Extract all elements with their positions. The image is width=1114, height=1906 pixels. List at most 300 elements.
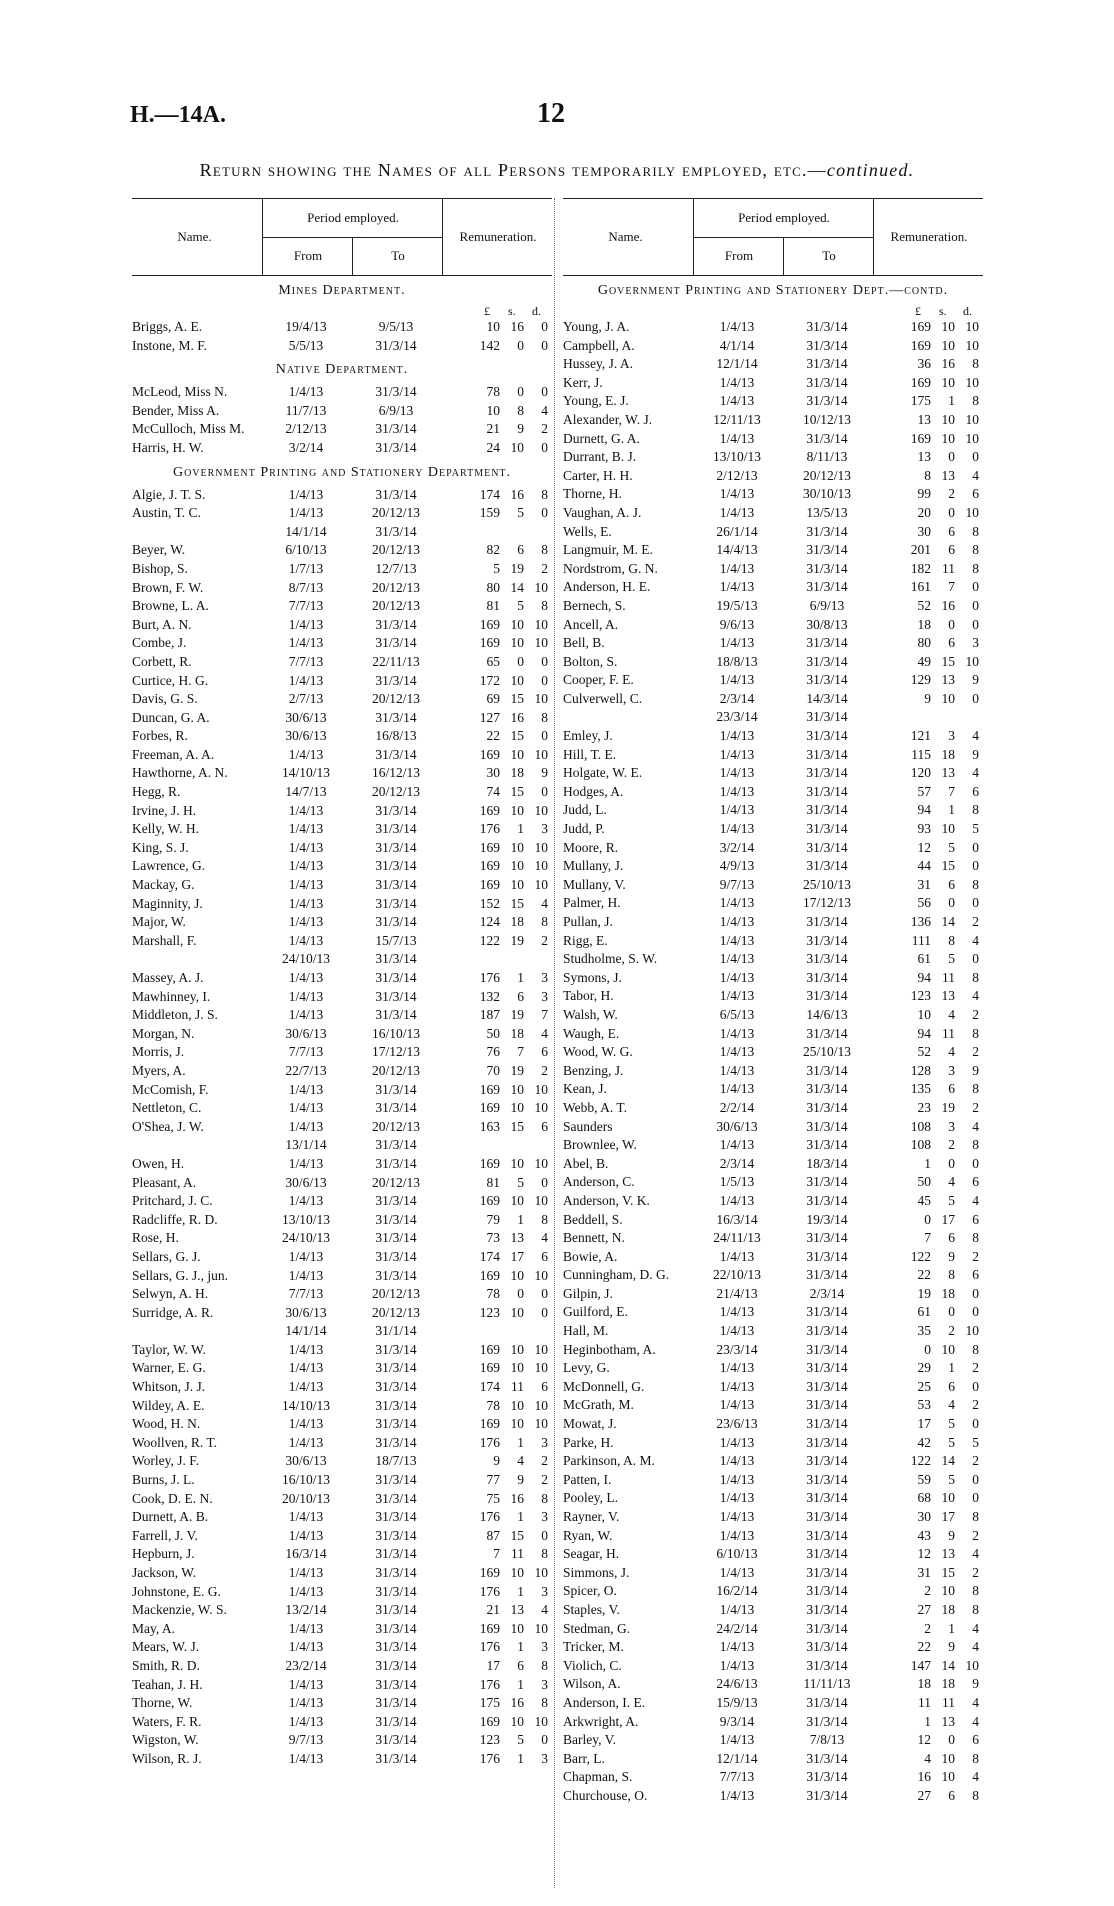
remuneration-pence: 8 — [972, 876, 979, 892]
employee-name: Wilson, R. J. — [132, 1750, 202, 1766]
period-to: 31/3/14 — [375, 1602, 417, 1618]
table-row — [132, 672, 552, 691]
remuneration-pounds: 31 — [917, 876, 931, 892]
table-row — [563, 355, 983, 374]
remuneration-pounds: 152 — [479, 895, 500, 911]
remuneration — [873, 1768, 983, 1787]
remuneration-pence: 10 — [534, 1341, 548, 1357]
table-row — [132, 420, 552, 439]
period-from: 1/4/13 — [288, 1639, 324, 1655]
period-to: 18/7/13 — [375, 1453, 417, 1469]
period-from: 1/4/13 — [288, 802, 324, 818]
left-column-header — [132, 198, 552, 276]
remuneration-pounds: 2 — [924, 1620, 931, 1636]
remuneration-pence: 6 — [972, 1211, 979, 1227]
table-row — [563, 578, 983, 597]
table-row — [132, 597, 552, 616]
table-row — [563, 1396, 983, 1415]
remuneration-pence: 9 — [972, 1676, 979, 1692]
employee-name: Gilpin, J. — [563, 1285, 613, 1301]
period-to: 31/3/14 — [375, 1193, 417, 1209]
period-from: 1/4/13 — [719, 1527, 755, 1543]
employee-name: Bernech, S. — [563, 597, 626, 613]
period-to: 31/3/14 — [806, 337, 848, 353]
remuneration-shillings: 10 — [941, 430, 955, 446]
period-to: 31/3/14 — [375, 951, 417, 967]
remuneration — [873, 1025, 983, 1044]
table-row — [132, 504, 552, 523]
remuneration-shillings: 15 — [510, 895, 524, 911]
remuneration-shillings: 10 — [510, 635, 524, 651]
period-to: 31/3/14 — [806, 1787, 848, 1803]
remuneration — [873, 1582, 983, 1601]
period-to: 18/3/14 — [806, 1155, 848, 1171]
remuneration-pounds: 135 — [910, 1081, 931, 1097]
remuneration — [873, 1303, 983, 1322]
remuneration-pounds: 169 — [479, 1360, 500, 1376]
table-row — [132, 1248, 552, 1267]
remuneration-pounds: 159 — [479, 505, 500, 521]
remuneration — [873, 1099, 983, 1118]
remuneration-pounds: 176 — [479, 1434, 500, 1450]
remuneration — [442, 541, 552, 560]
employee-name: Wells, E. — [563, 523, 612, 539]
period-to: 31/3/14 — [375, 1341, 417, 1357]
period-from: 6/10/13 — [285, 542, 327, 558]
employee-name: Abel, B. — [563, 1155, 609, 1171]
employee-name: Brown, F. W. — [132, 579, 204, 595]
remuneration-pence: 8 — [541, 709, 548, 725]
remuneration-pence: 0 — [972, 616, 979, 632]
remuneration-pounds: 77 — [486, 1472, 500, 1488]
employee-name: Cook, D. E. N. — [132, 1490, 213, 1506]
remuneration-pounds: 169 — [479, 858, 500, 874]
remuneration-pence: 9 — [972, 1062, 979, 1078]
table-row — [132, 1174, 552, 1193]
period-from: 26/1/14 — [716, 523, 758, 539]
remuneration-shillings: 1 — [517, 1583, 524, 1599]
period-to: 13/5/13 — [806, 504, 848, 520]
period-from: 1/4/13 — [719, 1192, 755, 1208]
table-row — [563, 1229, 983, 1248]
table-row — [132, 439, 552, 458]
remuneration — [873, 1396, 983, 1415]
table-row — [132, 1025, 552, 1044]
remuneration-pence: 0 — [972, 1471, 979, 1487]
period-to: 31/3/14 — [375, 1713, 417, 1729]
period-from: 1/4/13 — [288, 1695, 324, 1711]
table-row — [563, 1620, 983, 1639]
period-to: 31/3/14 — [806, 728, 848, 744]
period-to: 31/3/14 — [375, 616, 417, 632]
table-row — [132, 1415, 552, 1434]
remuneration-shillings: 1 — [948, 1360, 955, 1376]
employee-name: Radcliffe, R. D. — [132, 1211, 218, 1227]
remuneration-shillings: 15 — [941, 1564, 955, 1580]
table-row — [563, 653, 983, 672]
remuneration-pounds: 12 — [917, 1732, 931, 1748]
remuneration-pounds: 52 — [917, 1044, 931, 1060]
table-row — [132, 616, 552, 635]
period-from: 1/4/13 — [288, 1416, 324, 1432]
table-row — [563, 1025, 983, 1044]
period-from: 21/4/13 — [716, 1285, 758, 1301]
employee-name: Beddell, S. — [563, 1211, 623, 1227]
remuneration-pounds: 169 — [910, 430, 931, 446]
remuneration-shillings: 10 — [510, 1193, 524, 1209]
employee-name: Parkinson, A. M. — [563, 1453, 655, 1469]
period-to: 20/12/13 — [371, 784, 420, 800]
table-row — [132, 1322, 552, 1341]
table-row — [563, 708, 983, 727]
period-to: 20/12/13 — [371, 1174, 420, 1190]
period-from: 1/4/13 — [719, 988, 755, 1004]
remuneration — [873, 1211, 983, 1230]
remuneration — [442, 1657, 552, 1676]
left-column-body — [132, 282, 552, 1769]
table-row — [132, 1192, 552, 1211]
period-to: 31/3/14 — [375, 486, 417, 502]
remuneration-shillings: 16 — [510, 709, 524, 725]
table-row — [132, 1099, 552, 1118]
employee-name: Browne, L. A. — [132, 598, 209, 614]
period-from: 1/4/13 — [288, 486, 324, 502]
remuneration-pence: 8 — [972, 969, 979, 985]
table-row — [132, 1620, 552, 1639]
remuneration-shillings: 10 — [510, 746, 524, 762]
remuneration-pence: 5 — [972, 821, 979, 837]
remuneration-pounds: 174 — [479, 1379, 500, 1395]
remuneration-pence: 10 — [534, 802, 548, 818]
remuneration — [442, 1229, 552, 1248]
remuneration-pence: 10 — [534, 1155, 548, 1171]
remuneration-shillings: 19 — [510, 1007, 524, 1023]
employee-name: Harris, H. W. — [132, 439, 204, 455]
left-column — [132, 198, 552, 1888]
period-from: 1/4/13 — [719, 1732, 755, 1748]
remuneration-pence: 2 — [972, 1248, 979, 1264]
table-row — [132, 1341, 552, 1360]
remuneration-pounds: 176 — [479, 970, 500, 985]
period-to: 20/12/13 — [371, 1286, 420, 1302]
period-to: 31/3/14 — [806, 1657, 848, 1673]
remuneration-pounds: 69 — [486, 691, 500, 707]
period-from: 7/7/13 — [288, 598, 324, 614]
period-from: 1/4/13 — [719, 783, 755, 799]
period-from: 23/6/13 — [716, 1416, 758, 1432]
period-from: 12/1/14 — [716, 1750, 758, 1766]
remuneration-pence: 6 — [541, 1044, 548, 1060]
period-to: 31/3/14 — [375, 439, 417, 455]
remuneration-pounds: 76 — [486, 1044, 500, 1060]
remuneration — [442, 709, 552, 728]
remuneration-pence: 2 — [972, 1527, 979, 1543]
period-from: 14/4/13 — [716, 542, 758, 558]
period-to: 31/3/14 — [375, 1546, 417, 1562]
remuneration-pence: 10 — [534, 877, 548, 893]
table-row — [563, 1750, 983, 1769]
period-from: 12/11/13 — [713, 411, 761, 427]
remuneration-shillings: 9 — [948, 1639, 955, 1655]
table-row — [132, 1081, 552, 1100]
remuneration-pence: 0 — [541, 319, 548, 334]
period-to: 16/12/13 — [371, 765, 420, 781]
remuneration — [873, 746, 983, 765]
remuneration — [873, 374, 983, 393]
remuneration-pence: 3 — [541, 1509, 548, 1525]
employee-name: Major, W. — [132, 914, 186, 930]
period-to: 20/12/13 — [371, 1304, 420, 1320]
remuneration-pence: 3 — [541, 1676, 548, 1692]
employee-name: Bowie, A. — [563, 1248, 618, 1264]
period-from: 3/2/14 — [288, 439, 324, 455]
period-from: 1/4/13 — [288, 1267, 324, 1283]
period-to: 31/3/14 — [806, 1490, 848, 1506]
period-to: 31/3/14 — [806, 356, 848, 372]
period-to: 31/3/14 — [375, 1583, 417, 1599]
period-to: 31/3/14 — [806, 951, 848, 967]
remuneration — [873, 1155, 983, 1174]
remuneration — [873, 1173, 983, 1192]
remuneration-shillings: 10 — [510, 672, 524, 688]
remuneration — [873, 1359, 983, 1378]
remuneration — [442, 634, 552, 653]
remuneration-shillings: 6 — [948, 1081, 955, 1097]
period-from: 24/10/13 — [281, 951, 330, 967]
table-row — [132, 337, 552, 356]
table-row — [132, 1583, 552, 1602]
remuneration-pounds: 147 — [910, 1657, 931, 1673]
remuneration — [873, 839, 983, 858]
remuneration-shillings: 13 — [941, 1546, 955, 1562]
employee-name: Ancell, A. — [563, 616, 619, 632]
header-period: Period employed. — [693, 199, 874, 238]
remuneration-shillings: 10 — [941, 690, 955, 706]
table-row — [563, 1155, 983, 1174]
period-from: 18/8/13 — [716, 653, 758, 669]
period-to: 31/3/14 — [806, 1192, 848, 1208]
remuneration-pounds: 0 — [924, 1341, 931, 1357]
employee-name: Cooper, F. E. — [563, 672, 634, 688]
remuneration-shillings: 13 — [941, 765, 955, 781]
employee-name: Emley, J. — [563, 728, 613, 744]
remuneration — [873, 1620, 983, 1639]
period-to: 31/3/14 — [806, 1360, 848, 1376]
period-to: 31/3/14 — [375, 1657, 417, 1673]
period-from: 1/4/13 — [719, 1471, 755, 1487]
period-to: 31/3/14 — [806, 1099, 848, 1115]
period-to: 31/3/14 — [375, 1397, 417, 1413]
employee-name: King, S. J. — [132, 839, 189, 855]
remuneration — [873, 560, 983, 579]
period-to: 15/7/13 — [375, 932, 417, 948]
period-from: 1/4/13 — [719, 560, 755, 576]
remuneration-pence: 8 — [541, 1490, 548, 1506]
remuneration-pounds: 169 — [479, 1193, 500, 1209]
period-from: 1/4/13 — [288, 384, 324, 400]
period-to: 6/9/13 — [378, 402, 414, 418]
period-to: 31/3/14 — [806, 932, 848, 948]
remuneration-pence: 8 — [541, 1211, 548, 1227]
remuneration-pounds: 19 — [917, 1285, 931, 1301]
employee-name: Tabor, H. — [563, 988, 614, 1004]
period-to: 31/3/14 — [806, 765, 848, 781]
remuneration — [873, 578, 983, 597]
remuneration — [873, 1694, 983, 1713]
remuneration-pence: 3 — [541, 1434, 548, 1450]
remuneration — [442, 579, 552, 598]
employee-name: Saunders — [563, 1118, 613, 1134]
period-from: 2/12/13 — [285, 421, 327, 437]
employee-name: Wilson, A. — [563, 1676, 621, 1692]
table-row — [563, 1248, 983, 1267]
period-from: 1/4/13 — [288, 1509, 324, 1525]
remuneration — [442, 1118, 552, 1137]
remuneration-pence: 3 — [972, 635, 979, 651]
remuneration-shillings: 5 — [948, 1434, 955, 1450]
employee-name: Farrell, J. V. — [132, 1527, 198, 1543]
remuneration-shillings: 10 — [510, 839, 524, 855]
period-from: 1/5/13 — [719, 1174, 755, 1190]
remuneration-pence: 6 — [972, 783, 979, 799]
remuneration-pounds: 129 — [910, 672, 931, 688]
table-row — [132, 1564, 552, 1583]
remuneration-pounds: 9 — [924, 690, 931, 706]
period-from: 30/6/13 — [285, 709, 327, 725]
employee-name: Durnett, G. A. — [563, 430, 640, 446]
table-row — [132, 913, 552, 932]
remuneration — [873, 857, 983, 876]
remuneration-pence: 0 — [541, 1304, 548, 1320]
remuneration-pence: 6 — [972, 1267, 979, 1283]
table-row — [563, 1285, 983, 1304]
period-to: 31/3/14 — [375, 384, 417, 400]
table-row — [132, 950, 552, 969]
remuneration — [442, 383, 552, 402]
remuneration-pounds: 20 — [917, 504, 931, 520]
remuneration-pounds: 176 — [479, 1583, 500, 1599]
period-from: 1/4/13 — [288, 1007, 324, 1023]
remuneration — [442, 1043, 552, 1062]
table-row — [563, 430, 983, 449]
table-row — [132, 1378, 552, 1397]
table-row — [563, 1434, 983, 1453]
remuneration-pence: 8 — [541, 486, 548, 502]
remuneration-shillings: 9 — [948, 1527, 955, 1543]
remuneration — [442, 727, 552, 746]
period-to: 20/12/13 — [371, 1062, 420, 1078]
period-from: 22/7/13 — [285, 1062, 327, 1078]
remuneration-shillings: 10 — [941, 337, 955, 353]
remuneration-pence: 9 — [541, 765, 548, 781]
remuneration-pence: 2 — [541, 932, 548, 948]
employee-name: Rose, H. — [132, 1230, 179, 1246]
table-row — [563, 541, 983, 560]
period-to: 31/3/14 — [806, 1434, 848, 1450]
remuneration — [442, 1062, 552, 1081]
employee-name: Heginbotham, A. — [563, 1341, 656, 1357]
table-row — [563, 448, 983, 467]
period-from: 16/3/14 — [285, 1546, 327, 1562]
period-from: 1/4/13 — [719, 1564, 755, 1580]
remuneration-pence: 0 — [972, 597, 979, 613]
remuneration — [873, 523, 983, 542]
remuneration — [873, 318, 983, 337]
remuneration-pounds: 27 — [917, 1787, 931, 1803]
remuneration-shillings: 5 — [517, 598, 524, 614]
remuneration — [873, 430, 983, 449]
period-from: 16/10/13 — [281, 1472, 330, 1488]
remuneration-pounds: 31 — [917, 1564, 931, 1580]
employee-name: Bender, Miss A. — [132, 402, 220, 418]
remuneration-pounds: 175 — [479, 1695, 500, 1711]
employee-name: Waters, F. R. — [132, 1713, 202, 1729]
table-row — [563, 634, 983, 653]
remuneration-shillings: 8 — [948, 1267, 955, 1283]
remuneration-pence: 0 — [972, 839, 979, 855]
remuneration-pence: 4 — [972, 1769, 979, 1785]
remuneration — [873, 969, 983, 988]
period-to: 31/3/14 — [806, 1416, 848, 1432]
period-to: 31/3/14 — [375, 1565, 417, 1580]
remuneration-shillings: 10 — [510, 616, 524, 632]
period-from: 23/2/14 — [285, 1657, 327, 1673]
period-to: 31/3/14 — [806, 839, 848, 855]
table-row — [563, 932, 983, 951]
table-row — [563, 1675, 983, 1694]
period-to: 31/3/14 — [806, 635, 848, 651]
period-from: 1/4/13 — [719, 393, 755, 409]
period-to: 31/3/14 — [806, 1323, 848, 1339]
remuneration-pence: 0 — [972, 690, 979, 706]
remuneration-pence: 10 — [965, 337, 979, 353]
remuneration-pounds: 70 — [486, 1062, 500, 1078]
remuneration-shillings: 10 — [941, 319, 955, 334]
remuneration-pounds: 8 — [924, 467, 931, 483]
period-from: 4/1/14 — [719, 337, 755, 353]
employee-name: Langmuir, M. E. — [563, 542, 653, 558]
period-from: 7/7/13 — [719, 1769, 755, 1785]
remuneration-shillings: 14 — [941, 1453, 955, 1469]
remuneration-shillings: 6 — [948, 523, 955, 539]
remuneration — [873, 597, 983, 616]
period-from: 1/4/13 — [719, 1081, 755, 1097]
table-row — [563, 1266, 983, 1285]
employee-name: Briggs, A. E. — [132, 319, 203, 334]
remuneration-pence: 0 — [541, 784, 548, 800]
remuneration-pence: 4 — [972, 932, 979, 948]
remuneration-shillings: 16 — [510, 486, 524, 502]
table-row — [563, 1322, 983, 1341]
employee-name: Mowat, J. — [563, 1416, 617, 1432]
remuneration-pounds: 122 — [910, 1453, 931, 1469]
remuneration-shillings: 6 — [948, 1378, 955, 1394]
remuneration-shillings: 0 — [517, 653, 524, 669]
period-to: 31/3/14 — [806, 1137, 848, 1153]
remuneration-shillings: 5 — [948, 1416, 955, 1432]
table-row — [563, 597, 983, 616]
period-from: 2/12/13 — [716, 467, 758, 483]
period-from: 13/2/14 — [285, 1602, 327, 1618]
remuneration — [442, 1527, 552, 1546]
remuneration-pence: 8 — [972, 356, 979, 372]
remuneration-shillings: 16 — [510, 1490, 524, 1506]
period-to: 6/9/13 — [809, 597, 845, 613]
table-row — [132, 1359, 552, 1378]
remuneration-shillings: 6 — [517, 1657, 524, 1673]
remuneration-pence: 6 — [541, 1118, 548, 1134]
remuneration-pounds: 45 — [917, 1192, 931, 1208]
